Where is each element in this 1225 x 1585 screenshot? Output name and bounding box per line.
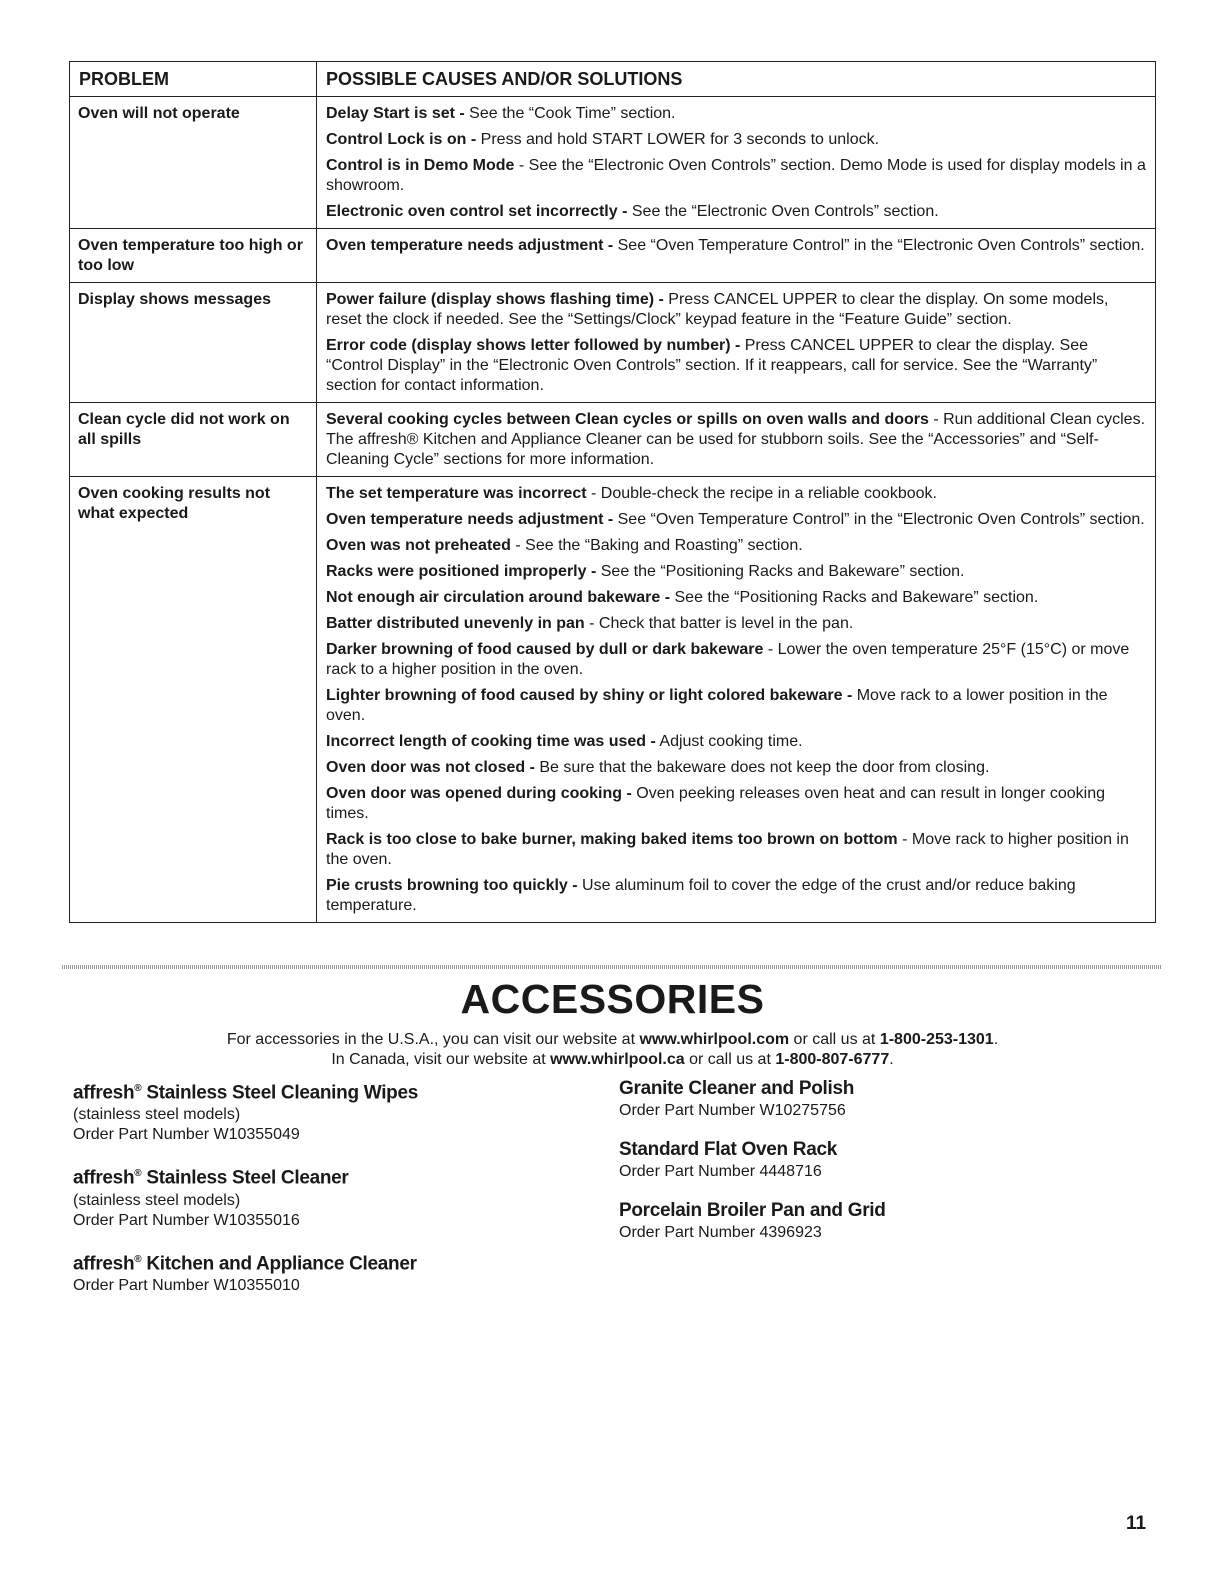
- solution-item: [326, 830, 1147, 870]
- solution-text: - Double-check the recipe in a reliable cookbook.: [586, 485, 937, 502]
- us-intro-text: For accessories in the U.S.A., you can visit our website at: [226, 1031, 640, 1048]
- solution-item: [326, 876, 1147, 916]
- solution-text: - Lower the oven temperature 25°F (15°C) or move rack to a higher position in the oven.: [326, 641, 1130, 678]
- table-row: [70, 477, 1156, 923]
- solution-text: - Run additional Clean cycles. The affresh® Kitchen and Appliance Cleaner can be used for stubborn soils. See the “Accessories” and “Self-Cleaning Cycle” sections for more information.: [326, 411, 1146, 468]
- solution-item: [326, 104, 1147, 124]
- solution-text: - See the “Electronic Oven Controls” section. Demo Mode is used for display models in a showroom.: [326, 157, 1146, 194]
- canada-line-end: .: [889, 1051, 894, 1068]
- accessory-name: [619, 1077, 1099, 1101]
- canada-call-text: or call us at: [684, 1051, 776, 1068]
- accessory-item: [73, 1162, 553, 1230]
- registered-mark: ®: [134, 1253, 142, 1265]
- accessory-detail: Order Part Number W10355049: [73, 1126, 300, 1144]
- solution-text: Press CANCEL UPPER to clear the display. See “Control Display” in the “Electronic Oven Controls” section. If it reappears, call for service. See the “Warranty” section for contact information.: [326, 337, 1098, 394]
- canada-intro-text: In Canada, visit our website at: [331, 1051, 551, 1068]
- solution-cause: Control is in Demo Mode: [326, 157, 515, 174]
- solutions-cell: [317, 477, 1156, 923]
- brand-name: affresh: [73, 1167, 135, 1189]
- solution-item: [326, 784, 1147, 824]
- solution-item: [326, 290, 1147, 330]
- solution-item: [326, 236, 1147, 256]
- table-row: [70, 283, 1156, 403]
- accessory-item: [73, 1077, 553, 1145]
- accessory-title: Porcelain Broiler Pan and Grid: [619, 1200, 886, 1221]
- accessory-detail: Order Part Number W10355016: [73, 1211, 300, 1229]
- accessory-detail: Order Part Number 4448716: [619, 1163, 822, 1180]
- solution-item: [326, 614, 1147, 634]
- solution-item: [326, 562, 1147, 582]
- solution-cause: Not enough air circulation around bakeware -: [326, 589, 671, 606]
- solution-item: [326, 156, 1147, 196]
- problem-cell: Oven will not operate: [70, 97, 317, 229]
- accessory-detail: (stainless steel models): [73, 1191, 241, 1209]
- problem-cell: Display shows messages: [70, 283, 317, 403]
- brand-name: affresh: [73, 1082, 135, 1104]
- canada-contact-line: [0, 1050, 1225, 1070]
- solution-item: [326, 640, 1147, 680]
- solution-cause: Oven door was opened during cooking -: [326, 785, 632, 802]
- accessory-item: [73, 1248, 553, 1296]
- accessory-item: [619, 1138, 1099, 1182]
- page-number: 11: [1126, 1513, 1147, 1534]
- us-website-link[interactable]: www.whirlpool.com: [639, 1031, 790, 1048]
- table-row: [70, 403, 1156, 477]
- solution-cause: Pie crusts browning too quickly -: [326, 877, 578, 894]
- solution-cause: Error code (display shows letter followed by number) -: [326, 337, 741, 354]
- solution-item: [326, 588, 1147, 608]
- solution-text: Press and hold START LOWER for 3 seconds to unlock.: [476, 131, 880, 148]
- table-header-row: [70, 62, 1156, 97]
- solutions-cell: [317, 283, 1156, 403]
- solution-text: See the “Positioning Racks and Bakeware” section.: [670, 589, 1039, 606]
- accessory-detail: Order Part Number W10355010: [73, 1276, 300, 1294]
- accessories-left-column: [73, 1077, 553, 1313]
- solution-text: - Move rack to higher position in the oven.: [326, 831, 1129, 868]
- accessory-name: [73, 1077, 553, 1105]
- accessories-right-column: [619, 1077, 1099, 1260]
- problem-cell: Oven temperature too high or too low: [70, 229, 317, 283]
- us-call-text: or call us at: [789, 1031, 880, 1048]
- section-divider: [62, 965, 1162, 969]
- solution-cause: Delay Start is set -: [326, 105, 465, 122]
- accessory-name: [619, 1138, 1099, 1162]
- solution-item: [326, 484, 1147, 504]
- solution-cause: Racks were positioned improperly -: [326, 563, 597, 580]
- us-contact-line: [0, 1030, 1225, 1050]
- registered-mark: ®: [134, 1083, 142, 1094]
- solution-item: [326, 130, 1147, 150]
- canada-phone-number: 1-800-807-6777: [775, 1051, 890, 1068]
- problem-cell: Clean cycle did not work on all spills: [70, 403, 317, 477]
- problem-cell: Oven cooking results not what expected: [70, 477, 317, 923]
- accessory-item: [619, 1199, 1099, 1243]
- solution-text: See “Oven Temperature Control” in the “Electronic Oven Controls” section.: [613, 511, 1145, 528]
- solutions-cell: [317, 97, 1156, 229]
- solution-cause: Several cooking cycles between Clean cycles or spills on oven walls and doors: [326, 411, 929, 428]
- table-row: [70, 97, 1156, 229]
- canada-website-link[interactable]: www.whirlpool.ca: [550, 1051, 685, 1068]
- solution-item: [326, 758, 1147, 778]
- solution-cause: The set temperature was incorrect: [326, 485, 587, 502]
- solutions-column-header: POSSIBLE CAUSES AND/OR SOLUTIONS: [317, 62, 1156, 97]
- solution-cause: Power failure (display shows flashing time) -: [326, 291, 664, 308]
- solution-item: [326, 510, 1147, 530]
- solution-text: - See the “Baking and Roasting” section.: [510, 537, 803, 554]
- solution-item: [326, 336, 1147, 396]
- solution-text: See the “Electronic Oven Controls” section.: [627, 203, 939, 220]
- solution-cause: Rack is too close to bake burner, making baked items too brown on bottom: [326, 831, 898, 848]
- accessory-title: Stainless Steel Cleaning Wipes: [141, 1082, 419, 1104]
- accessory-detail: Order Part Number W10275756: [619, 1102, 846, 1119]
- solution-text: Move rack to a lower position in the oven.: [326, 687, 1108, 724]
- solution-cause: Lighter browning of food caused by shiny or light colored bakeware -: [326, 687, 853, 704]
- registered-mark: ®: [134, 1168, 142, 1180]
- solution-text: Adjust cooking time.: [655, 733, 803, 750]
- problem-column-header: PROBLEM: [70, 62, 317, 97]
- solution-text: Oven peeking releases oven heat and can result in longer cooking times.: [326, 785, 1105, 822]
- solution-text: Be sure that the bakeware does not keep the door from closing.: [534, 759, 990, 776]
- us-phone-number: 1-800-253-1301: [879, 1031, 994, 1048]
- accessory-detail: Order Part Number 4396923: [619, 1224, 822, 1241]
- solution-item: [326, 202, 1147, 222]
- accessory-detail: (stainless steel models): [73, 1106, 241, 1124]
- accessory-item: [619, 1077, 1099, 1121]
- accessory-name: [73, 1248, 553, 1276]
- accessories-intro: [0, 1030, 1225, 1070]
- accessories-heading: ACCESSORIES: [460, 976, 765, 1022]
- accessory-title: Stainless Steel Cleaner: [141, 1167, 349, 1189]
- solution-cause: Incorrect length of cooking time was used -: [326, 733, 656, 750]
- solution-item: [326, 732, 1147, 752]
- solution-item: [326, 686, 1147, 726]
- solution-cause: Oven door was not closed -: [326, 759, 535, 776]
- troubleshooting-table-body: [70, 97, 1156, 923]
- solution-text: Press CANCEL UPPER to clear the display. On some models, reset the clock if needed. See the “Settings/Clock” keypad feature in the “Feature Guide” section.: [326, 291, 1109, 328]
- solution-text: See “Oven Temperature Control” in the “Electronic Oven Controls” section.: [613, 237, 1145, 254]
- accessory-name: [619, 1199, 1099, 1223]
- solutions-cell: [317, 229, 1156, 283]
- solutions-cell: [317, 403, 1156, 477]
- solution-cause: Oven temperature needs adjustment -: [326, 237, 614, 254]
- accessory-title: Kitchen and Appliance Cleaner: [141, 1252, 417, 1274]
- troubleshooting-table: [69, 61, 1156, 923]
- solution-cause: Oven was not preheated: [326, 537, 511, 554]
- table-row: [70, 229, 1156, 283]
- accessory-title: Standard Flat Oven Rack: [619, 1139, 838, 1160]
- solution-cause: Control Lock is on -: [326, 131, 477, 148]
- solution-text: - Check that batter is level in the pan.: [584, 615, 854, 632]
- accessory-name: [73, 1162, 553, 1190]
- solution-text: Use aluminum foil to cover the edge of the crust and/or reduce baking temperature.: [326, 877, 1076, 914]
- accessory-title: Granite Cleaner and Polish: [619, 1078, 855, 1099]
- solution-text: See the “Cook Time” section.: [464, 105, 676, 122]
- us-line-end: .: [993, 1031, 999, 1048]
- solution-cause: Oven temperature needs adjustment -: [326, 511, 614, 528]
- solution-cause: Batter distributed unevenly in pan: [326, 615, 585, 632]
- solution-cause: Darker browning of food caused by dull or dark bakeware: [326, 641, 764, 658]
- solution-text: See the “Positioning Racks and Bakeware” section.: [596, 563, 965, 580]
- solution-item: [326, 536, 1147, 556]
- solution-cause: Electronic oven control set incorrectly -: [326, 203, 628, 220]
- brand-name: affresh: [73, 1252, 135, 1274]
- solution-item: [326, 410, 1147, 470]
